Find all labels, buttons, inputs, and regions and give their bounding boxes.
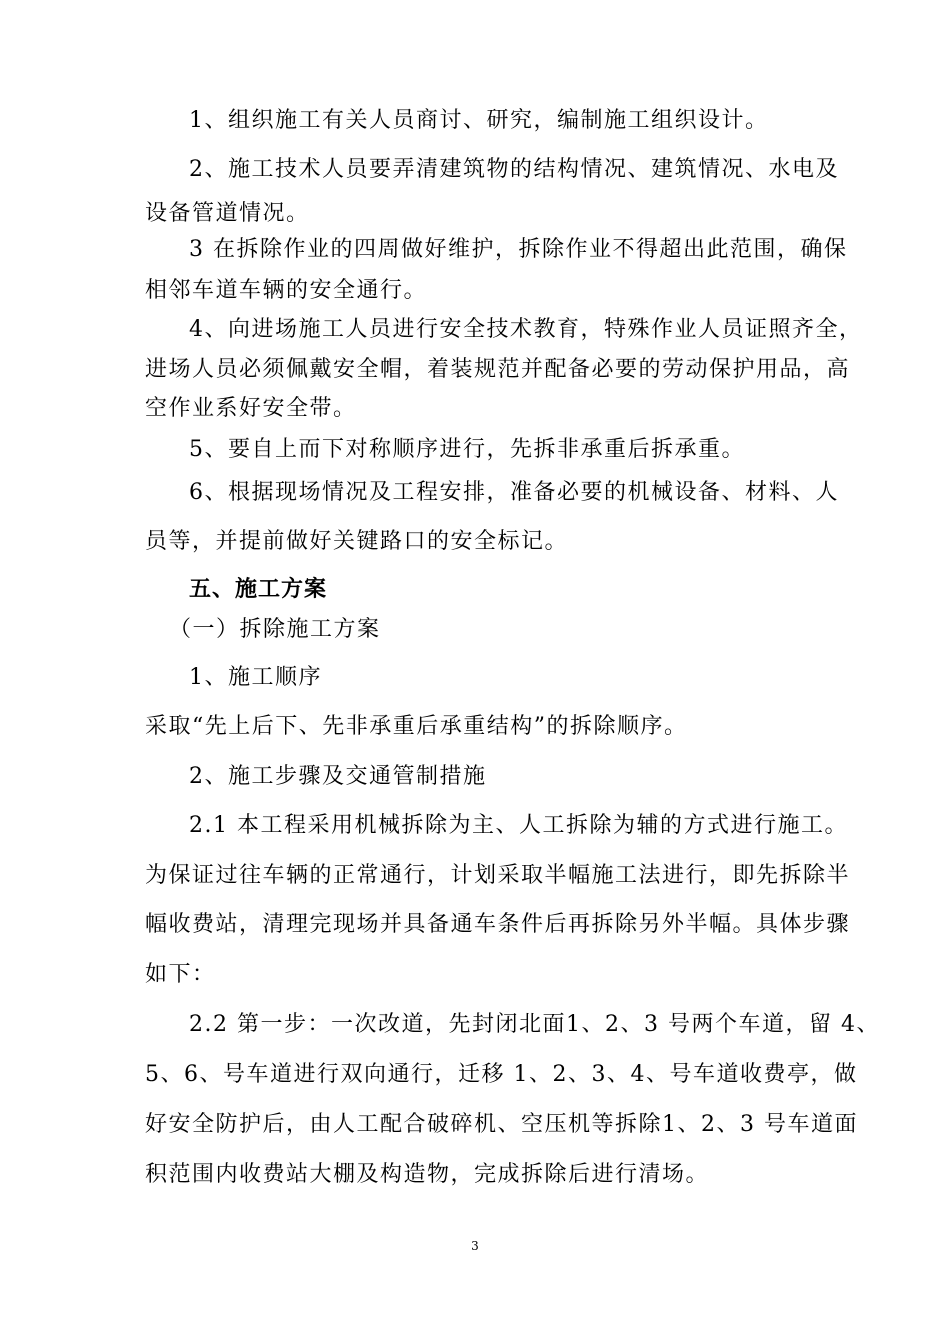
paragraph-line: 3 在拆除作业的四周做好维护，拆除作业不得超出此范围，确保 — [189, 237, 848, 262]
paragraph-line: 5、6、号车道进行双向通行，迁移 1、2、3、4、号车道收费亭，做 — [145, 1062, 858, 1087]
paragraph-line: 相邻车道车辆的安全通行。 — [145, 278, 428, 303]
paragraph-line: 进场人员必须佩戴安全帽，着装规范并配备必要的劳动保护用品，高 — [145, 357, 851, 382]
paragraph-line: 采取“先上后下、先非承重后承重结构”的拆除顺序。 — [145, 714, 688, 739]
paragraph-line: 2.2 第一步：一次改道，先封闭北面1、2、3 号两个车道，留 4、 — [189, 1012, 880, 1037]
paragraph-line: 好安全防护后，由人工配合破碎机、空压机等拆除1、2、3 号车道面 — [145, 1112, 858, 1137]
paragraph-line: 幅收费站，清理完现场并具备通车条件后再拆除另外半幅。具体步骤 — [145, 912, 851, 937]
paragraph-line: 为保证过往车辆的正常通行，计划采取半幅施工法进行，即先拆除半 — [145, 863, 851, 888]
paragraph-line: 1、施工顺序 — [189, 665, 322, 690]
section-heading: 五、施工方案 — [189, 577, 328, 602]
paragraph-line: 2、施工技术人员要弄清建筑物的结构情况、建筑情况、水电及 — [189, 157, 839, 182]
paragraph-line: 空作业系好安全带。 — [145, 396, 357, 421]
paragraph-line: 如下： — [145, 962, 216, 987]
page-number: 3 — [471, 1239, 479, 1253]
paragraph-line: 6、根据现场情况及工程安排，准备必要的机械设备、材料、人 — [189, 480, 839, 505]
paragraph-line: 4、向进场施工人员进行安全技术教育，特殊作业人员证照齐全， — [189, 317, 863, 342]
paragraph-line: 5、要自上而下对称顺序进行，先拆非承重后拆承重。 — [189, 437, 745, 462]
paragraph-line: 2、施工步骤及交通管制措施 — [189, 764, 487, 789]
paragraph-line: 1、组织施工有关人员商讨、研究，编制施工组织设计。 — [189, 108, 769, 133]
subsection-heading: （一）拆除施工方案 — [169, 617, 381, 642]
paragraph-line: 积范围内收费站大棚及构造物，完成拆除后进行清场。 — [145, 1162, 710, 1187]
paragraph-line: 2.1 本工程采用机械拆除为主、人工拆除为辅的方式进行施工。 — [189, 813, 848, 838]
paragraph-line: 设备管道情况。 — [145, 201, 310, 226]
paragraph-line: 员等，并提前做好关键路口的安全标记。 — [145, 529, 569, 554]
